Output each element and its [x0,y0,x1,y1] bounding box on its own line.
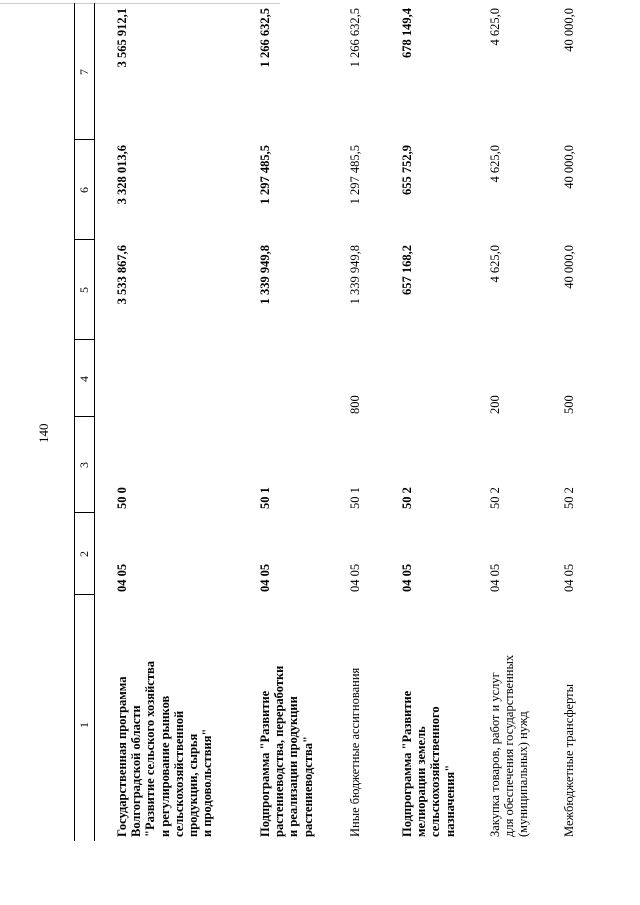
cell-col5: 4 625,0 [488,245,502,283]
row-name-line: растениеводства, переработки [272,665,287,837]
row-name-line: Государственная программа [115,676,129,837]
row-name-line: сельскохозяйственной [171,710,186,837]
cell-col5: 657 168,2 [400,245,414,295]
cell-col6: 1 297 485,5 [348,145,362,205]
cell-col2: 04 05 [115,563,129,592]
cell-col2: 04 05 [488,563,502,592]
cell-col4: 500 [562,395,576,414]
cell-col6: 655 752,9 [400,145,414,195]
cell-col3: 50 1 [348,487,362,509]
column-header-6: 6 [77,187,91,193]
cell-col6: 3 328 013,6 [115,145,129,205]
cell-col7: 1 266 632,5 [348,8,362,68]
cell-col7: 1 266 632,5 [258,8,272,68]
cell-col6: 1 297 485,5 [258,145,272,205]
row-name-line: Иные бюджетные ассигнования [348,667,362,837]
column-divider [74,339,94,340]
row-name-line: "Развитие сельского хозяйства [143,661,158,837]
row-name-line: назначения" [442,764,457,837]
cell-col3: 50 2 [488,487,502,509]
row-name-line: и продовольствия" [200,728,215,837]
row-name-line: мелиорации земель [414,726,429,837]
cell-col5: 1 339 949,8 [258,245,272,305]
page-number: 140 [36,423,51,443]
cell-col4: 800 [348,395,362,414]
cell-col6: 40 000,0 [562,145,576,189]
cell-col7: 678 149,4 [400,8,414,58]
cell-col7: 3 565 912,1 [115,8,129,68]
column-divider [74,416,94,417]
cell-col4: 200 [488,395,502,414]
cell-col3: 50 2 [562,487,576,509]
cell-col2: 04 05 [562,563,576,592]
column-header-3: 3 [77,462,91,468]
column-header-1: 1 [77,722,91,728]
column-divider [74,594,94,595]
column-divider [74,239,94,240]
column-divider [74,512,94,513]
table-header-border [94,3,95,841]
column-header-7: 7 [77,69,91,75]
column-header-4: 4 [77,376,91,382]
table-top-border [74,3,75,841]
cell-col2: 04 05 [400,563,414,592]
cell-col3: 50 0 [115,487,129,509]
row-name-line: продукции, сырья [186,733,200,837]
row-name-line: сельскохозяйственного [428,706,443,837]
row-name-line: Подпрограмма "Развитие [400,690,414,837]
row-name-line: для обеспечения государственных [502,654,517,837]
row-name-line: Подпрограмма "Развитие [258,690,272,837]
cell-col6: 4 625,0 [488,145,502,183]
cell-col3: 50 1 [258,487,272,509]
row-name-line: и реализации продукции [286,696,301,837]
column-divider [74,139,94,140]
row-name-line: Межбюджетные трансферты [562,683,576,837]
row-name-line: и регулирование рынков [157,695,172,837]
row-name-line: Волгоградской области [129,705,144,837]
cell-col5: 3 533 867,6 [115,245,129,305]
cell-col5: 40 000,0 [562,245,576,289]
column-header-5: 5 [77,287,91,293]
cell-col2: 04 05 [348,563,362,592]
row-name-line: растениеводства" [300,736,315,837]
row-name-line: Закупка товаров, работ и услуг [488,672,502,837]
cell-col7: 40 000,0 [562,8,576,52]
cell-col3: 50 2 [400,487,414,509]
column-header-2: 2 [77,551,91,557]
row-name-line: (муниципальных) нужд [516,711,531,837]
cell-col5: 1 339 949,8 [348,245,362,305]
cell-col7: 4 625,0 [488,8,502,46]
cell-col2: 04 05 [258,563,272,592]
